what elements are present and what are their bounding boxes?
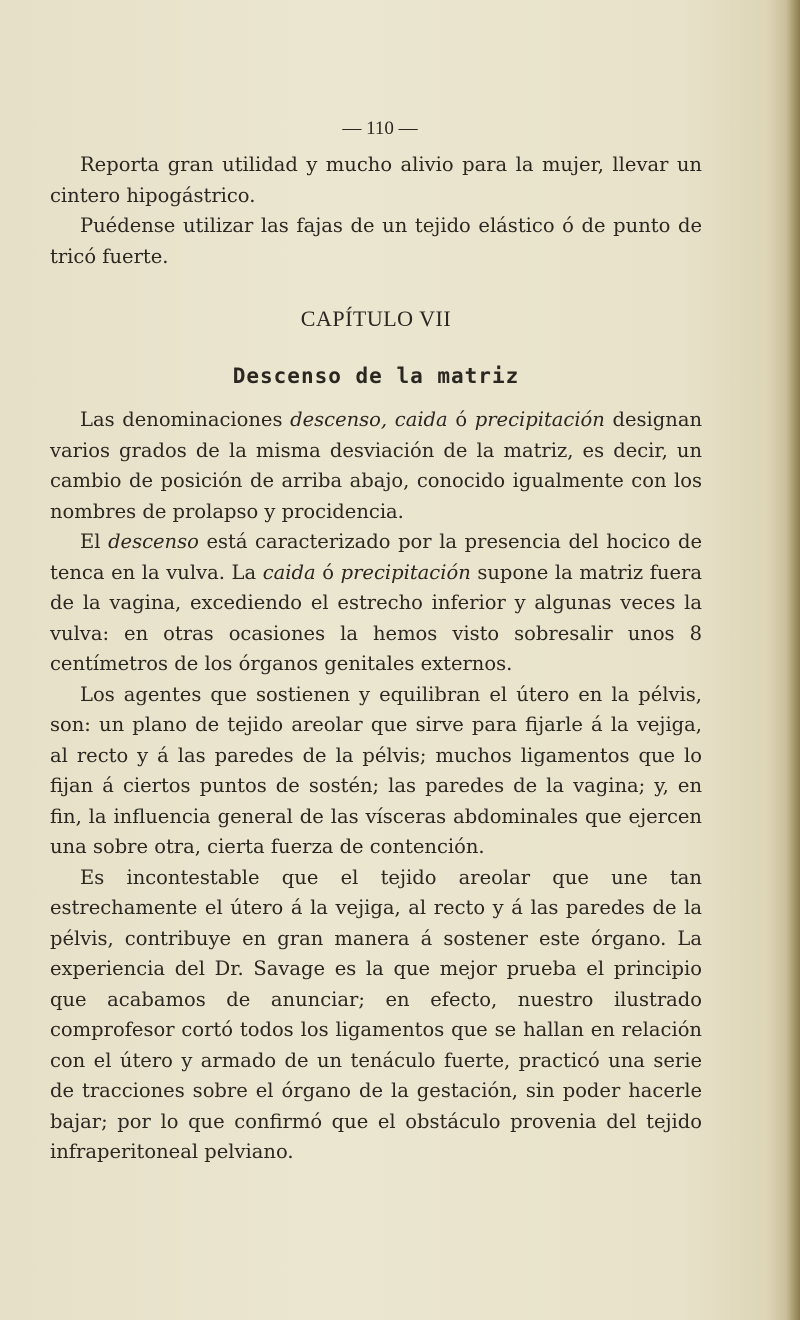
p2-text-b: está caracterizado por la presencia del hocico de tenca en la vulva. La <box>50 530 703 584</box>
paragraph-3: Los agentes que sostienen y equilibran el útero en la pélvis, son: un plano de tejido areolar que sirve para fijarle á la vejiga, al recto y á las paredes de la pélvis; muchos ligamentos que lo fijan á ciertos puntos de sostén; las paredes de la vagina; y, en fin, la influencia general de las vísceras abdominales que ejercen una sobre otra, cierta fuerza de contención. <box>50 682 702 858</box>
intro-paragraph-1: Reporta gran utilidad y mucho alivio para la mujer, llevar un cintero hipogástrico. <box>50 153 702 207</box>
p2-italic-3: precipitación <box>340 560 471 584</box>
p1-italic-1: descenso, caida <box>290 408 448 431</box>
page-number: — 110 — <box>342 118 418 139</box>
p2-italic-2: caida <box>262 560 316 584</box>
p2-text-c: ó <box>315 560 341 584</box>
p1-text-c: designan varios grados de la misma desviación de la matriz, es decir, un cambio de posición de arriba abajo, conocido igualmente con los nombres de prolapso y procidencia. <box>50 408 703 523</box>
paragraph-4: Es incontestable que el tejido areolar que une tan estrechamente el útero á la vejiga, al recto y á las paredes de la pélvis, contribuye en gran manera á sostener este órgano. La experiencia del Dr. Savage es la que mejor prueba el principio que acabamos de anunciar; en efecto, nuestro ilustrado comprofesor cortó todos los ligamentos que se hallan en relación con el útero y armado de un tenáculo fuerte, practicó una serie de tracciones sobre el órgano de la gestación, sin poder hacerle bajar; por lo que confirmó que el obstáculo provenia del tejido infraperitoneal pelviano. <box>50 865 702 1163</box>
p1-italic-2: precipitación <box>474 408 605 431</box>
p1-text-a: Las denominaciones <box>80 408 291 431</box>
p2-text-d: supone la matriz fuera de la vagina, excediendo el estrecho inferior y algunas veces la vulva: en otras ocasiones la hemos visto sobresalir unos 8 centímetros de los órganos genitales externos. <box>50 560 702 675</box>
chapter-title: CAPÍTULO VII <box>300 306 452 331</box>
intro-paragraph-2: Puédense utilizar las fajas de un tejido elástico ó de punto de tricó fuerte. <box>50 214 702 268</box>
paragraph-2 <box>50 527 702 680</box>
p1-text-b: ó <box>447 408 475 431</box>
p2-italic-1: descenso <box>108 530 199 553</box>
paragraph-1 <box>50 405 702 527</box>
text-body <box>50 150 702 1168</box>
page-edge-shadow <box>786 0 800 1320</box>
p2-text-a: El <box>80 530 109 553</box>
section-title: Descenso de la matriz <box>232 363 520 388</box>
